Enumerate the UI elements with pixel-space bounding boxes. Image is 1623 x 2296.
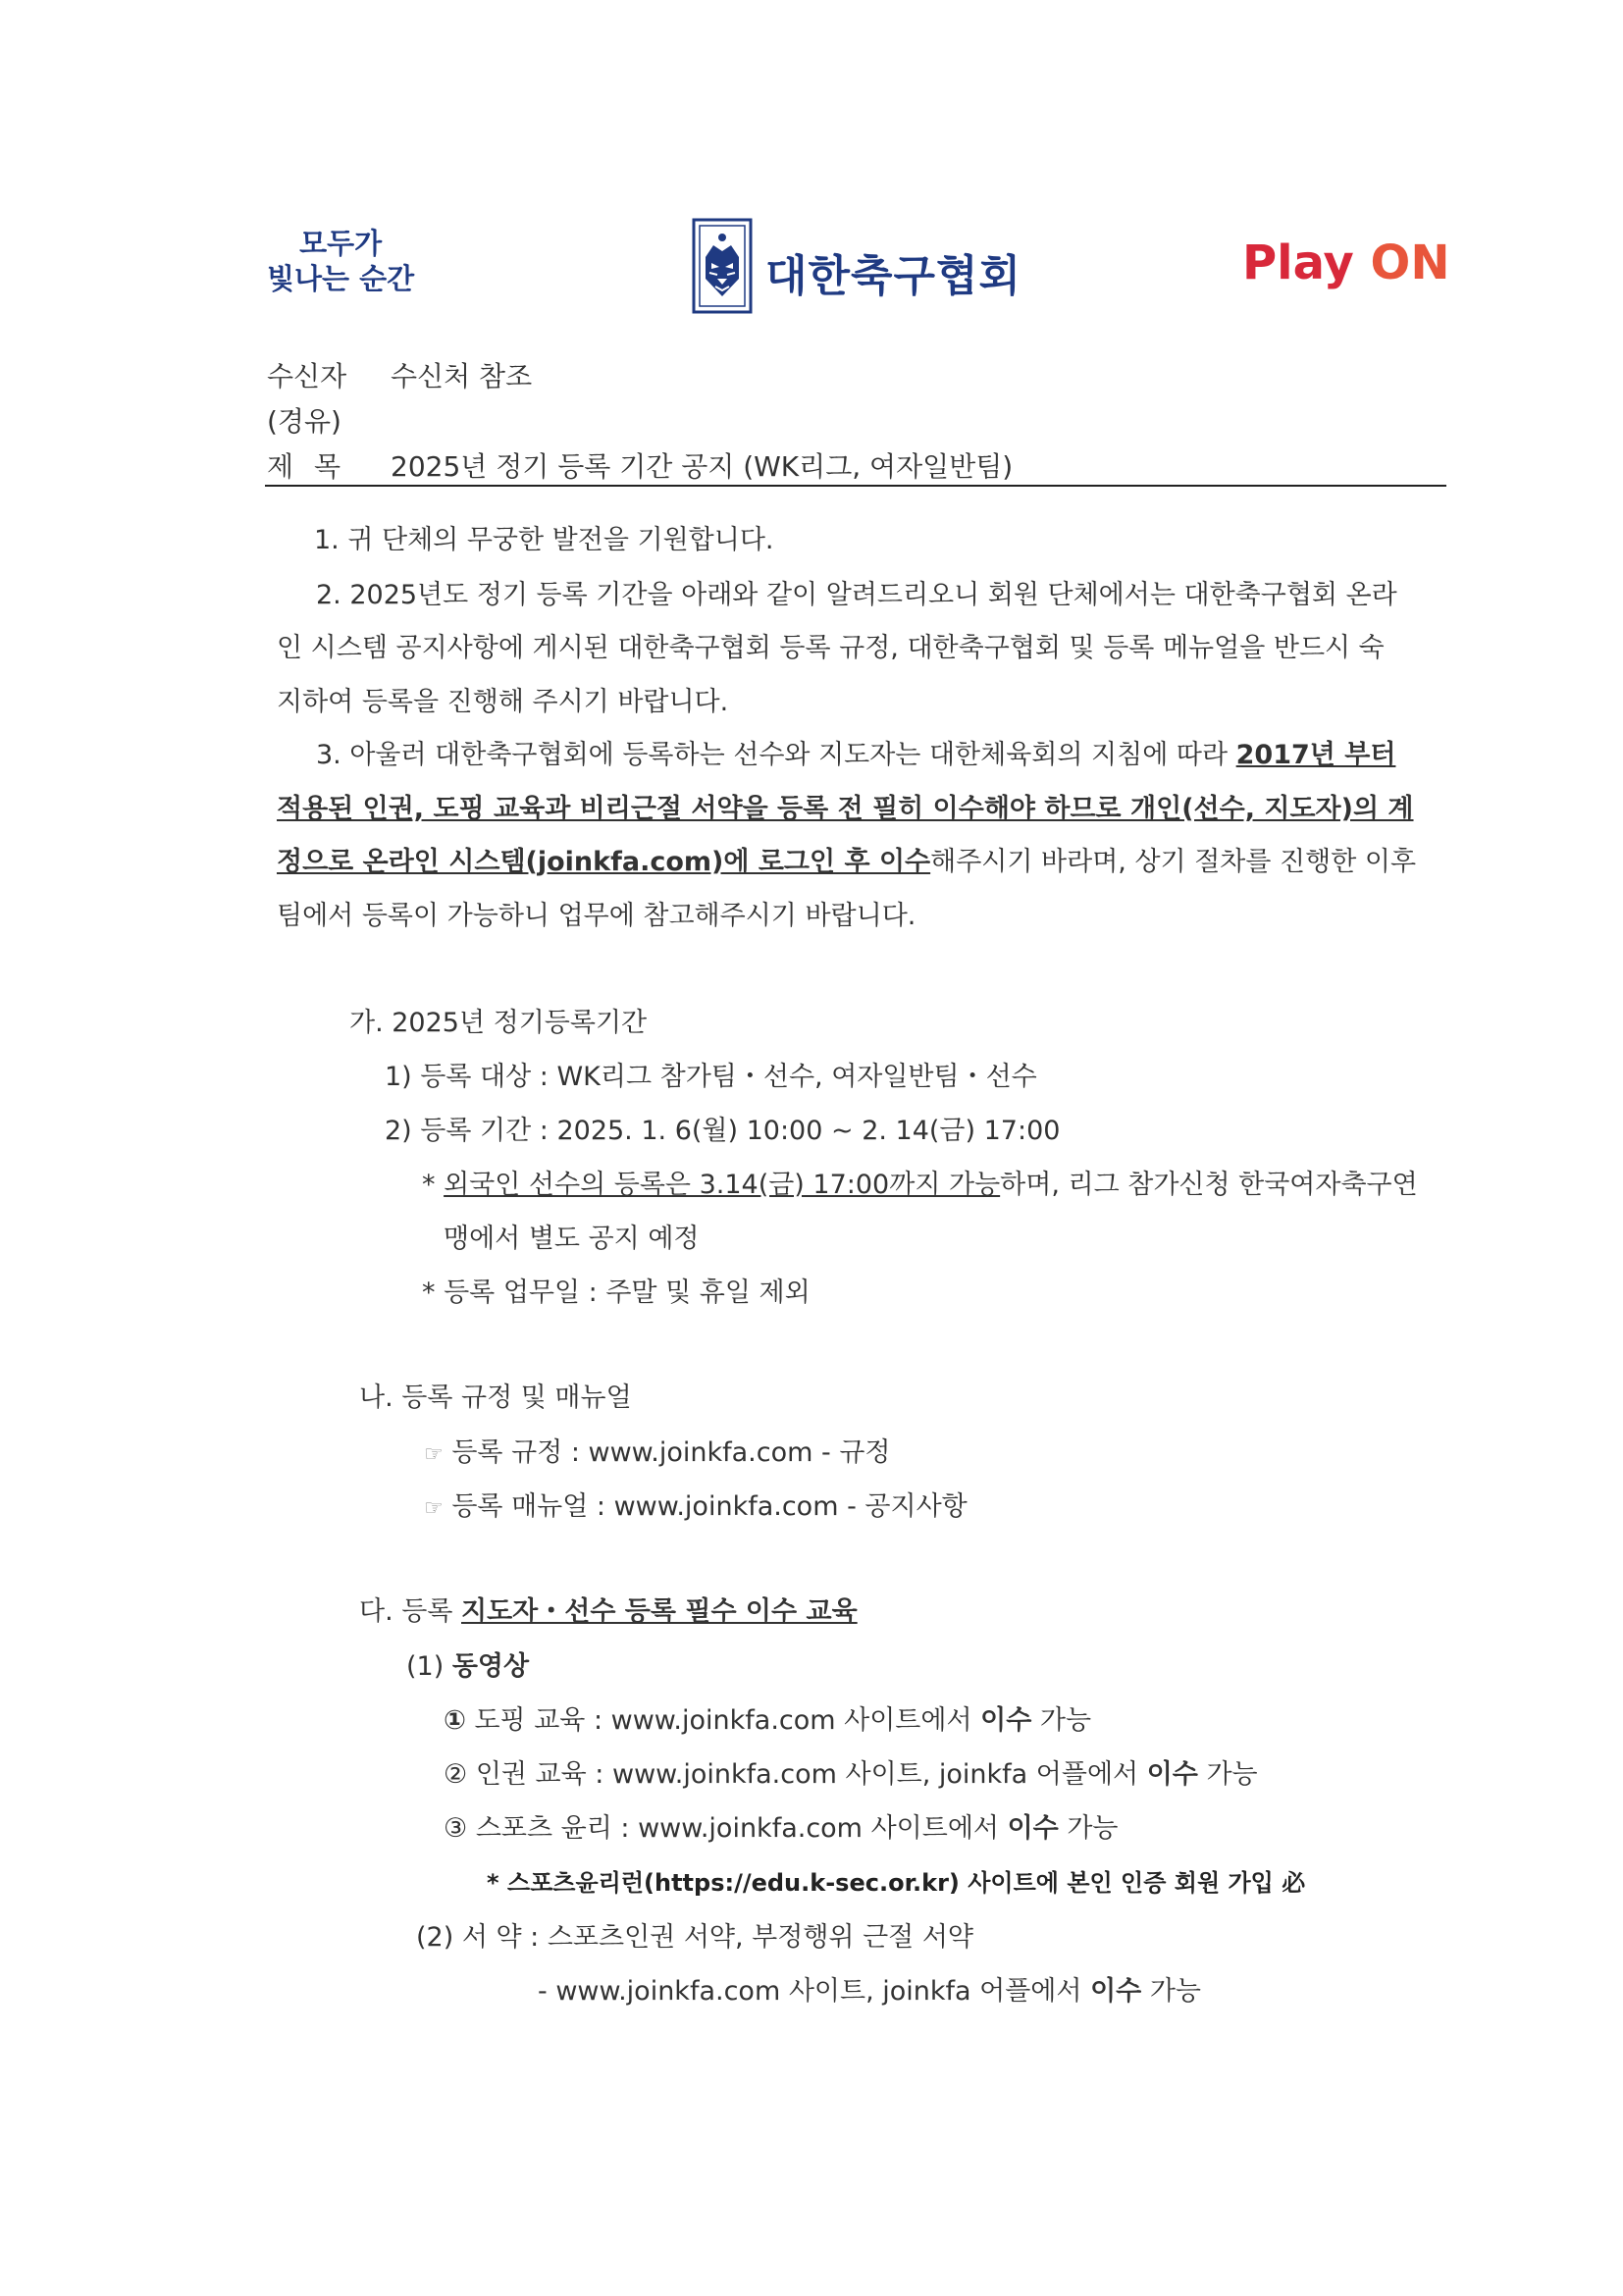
section-ga-item2: 2) 등록 기간 : 2025. 1. 6(월) 10:00 ~ 2. 14(금) 17:00 xyxy=(385,1116,1061,1146)
note1-rest: 하며, 리그 참가신청 한국여자축구연 xyxy=(1000,1170,1418,1200)
recipient-value: 수신처 참조 xyxy=(391,360,533,392)
section-da-title-prefix: 다. 등록 xyxy=(359,1596,461,1627)
paragraph-1: 1. 귀 단체의 무궁한 발전을 기원합니다. xyxy=(314,525,774,555)
section-ga-item1: 1) 등록 대상 : WK리그 참가팀・선수, 여자일반팀・선수 xyxy=(385,1062,1037,1092)
recipient-label: 수신자 xyxy=(267,360,347,392)
sub2-item-tail: 가능 xyxy=(1141,1976,1201,2007)
via-label: (경유) xyxy=(267,405,341,438)
kfa-tiger-emblem-icon xyxy=(692,218,753,314)
note1-underlined: 외국인 선수의 등록은 3.14(금) 17:00까지 가능 xyxy=(444,1170,1001,1200)
play-on-logo-part1: Play xyxy=(1242,235,1371,290)
pointing-hand-icon: ☞ xyxy=(424,1442,444,1467)
note-star: * xyxy=(422,1170,445,1200)
course-1 xyxy=(444,1698,1091,1737)
course-2-emphasis: 이수 xyxy=(1146,1759,1198,1790)
paragraph-3-line1-emphasis: 2017년 부터 xyxy=(1235,740,1396,770)
subject-value: 2025년 정기 등록 기간 공지 (WK리그, 여자일반팀) xyxy=(391,450,1014,483)
course-2 xyxy=(444,1752,1258,1791)
subject-label: 제 목 xyxy=(267,450,346,483)
section-na-item1-text: 등록 규정 : www.joinkfa.com - 규정 xyxy=(451,1437,891,1468)
paragraph-3-line1-text: 3. 아울러 대한축구협회에 등록하는 선수와 지도자는 대한체육회의 지침에 따라 xyxy=(316,740,1236,770)
paragraph-3-line1 xyxy=(316,733,1395,771)
slogan-line1: 모두가 xyxy=(299,227,383,260)
section-na-item2-text: 등록 매뉴얼 : www.joinkfa.com - 공지사항 xyxy=(451,1491,968,1522)
course-3 xyxy=(444,1806,1118,1845)
sub2-item-text: - www.joinkfa.com 사이트, joinkfa 어플에서 xyxy=(538,1976,1091,2007)
paragraph-3-line3-text: 해주시기 바라며, 상기 절차를 진행한 이후 xyxy=(930,847,1417,877)
org-name: 대한축구협회 xyxy=(765,251,1022,301)
paragraph-3-line3 xyxy=(277,840,1416,878)
course-3-note: * 스포츠윤리런(https://edu.k-sec.or.kr) 사이트에 본인 인증 회원 가입 必 xyxy=(487,1869,1306,1897)
section-ga-note1 xyxy=(422,1163,1418,1201)
course-1-emphasis: 이수 xyxy=(980,1705,1032,1736)
circled-number-1: ① xyxy=(444,1705,466,1736)
course-2-tail: 가능 xyxy=(1197,1759,1258,1790)
pointing-hand-icon: ☞ xyxy=(424,1496,444,1521)
paragraph-2-line2: 인 시스템 공지사항에 게시된 대한축구협회 등록 규정, 대한축구협회 및 등록 메뉴얼을 반드시 숙 xyxy=(277,633,1385,663)
play-on-logo-part2: ON xyxy=(1370,235,1450,290)
circled-number-2: ② xyxy=(444,1759,468,1790)
section-da-sub2-item xyxy=(538,1969,1201,2008)
section-na-title: 나. 등록 규정 및 매뉴얼 xyxy=(359,1383,632,1413)
paragraph-2-line1: 2. 2025년도 정기 등록 기간을 아래와 같이 알려드리오니 회원 단체에서는 대한축구협회 온라 xyxy=(316,580,1397,610)
course-3-emphasis: 이수 xyxy=(1007,1813,1059,1844)
section-da-sub1 xyxy=(406,1644,529,1683)
section-da-title xyxy=(359,1590,858,1628)
course-3-text: 스포츠 윤리 : www.joinkfa.com 사이트에서 xyxy=(475,1813,1008,1844)
play-on-logo xyxy=(1242,235,1450,290)
section-na-item1 xyxy=(424,1431,891,1469)
sub1-title: 동영상 xyxy=(451,1651,530,1682)
section-da-sub2: (2) 서 약 : 스포츠인권 서약, 부정행위 근절 서약 xyxy=(416,1922,973,1953)
header-divider xyxy=(265,485,1446,487)
paragraph-3-line2: 적용된 인권, 도핑 교육과 비리근절 서약을 등록 전 필히 이수해야 하므로 개인(선수, 지도자)의 계 xyxy=(277,794,1414,824)
slogan-line2: 빛나는 순간 xyxy=(267,262,415,295)
paragraph-3-line3-emphasis: 정으로 온라인 시스템(joinkfa.com)에 로그인 후 이수 xyxy=(277,847,931,877)
paragraph-3-line4: 팀에서 등록이 가능하니 업무에 참고해주시기 바랍니다. xyxy=(277,901,916,931)
sub2-item-emphasis: 이수 xyxy=(1090,1976,1142,2007)
course-3-tail: 가능 xyxy=(1058,1813,1119,1844)
course-1-tail: 가능 xyxy=(1031,1705,1092,1736)
paragraph-2-line3: 지하여 등록을 진행해 주시기 바랍니다. xyxy=(277,687,729,717)
section-ga-note2: * 등록 업무일 : 주말 및 휴일 제외 xyxy=(422,1278,811,1308)
slogan xyxy=(267,226,414,296)
section-na-item2 xyxy=(424,1485,968,1523)
section-ga-note1-line2: 맹에서 별도 공지 예정 xyxy=(444,1224,700,1254)
circled-number-3: ③ xyxy=(444,1813,468,1844)
section-ga-title: 가. 2025년 정기등록기간 xyxy=(349,1008,648,1038)
section-da-title-emphasis: 지도자・선수 등록 필수 이수 교육 xyxy=(461,1596,858,1627)
sub1-number: (1) xyxy=(406,1651,452,1682)
course-1-text: 도핑 교육 : www.joinkfa.com 사이트에서 xyxy=(474,1705,981,1736)
course-2-text: 인권 교육 : www.joinkfa.com 사이트, joinkfa 어플에서 xyxy=(475,1759,1147,1790)
